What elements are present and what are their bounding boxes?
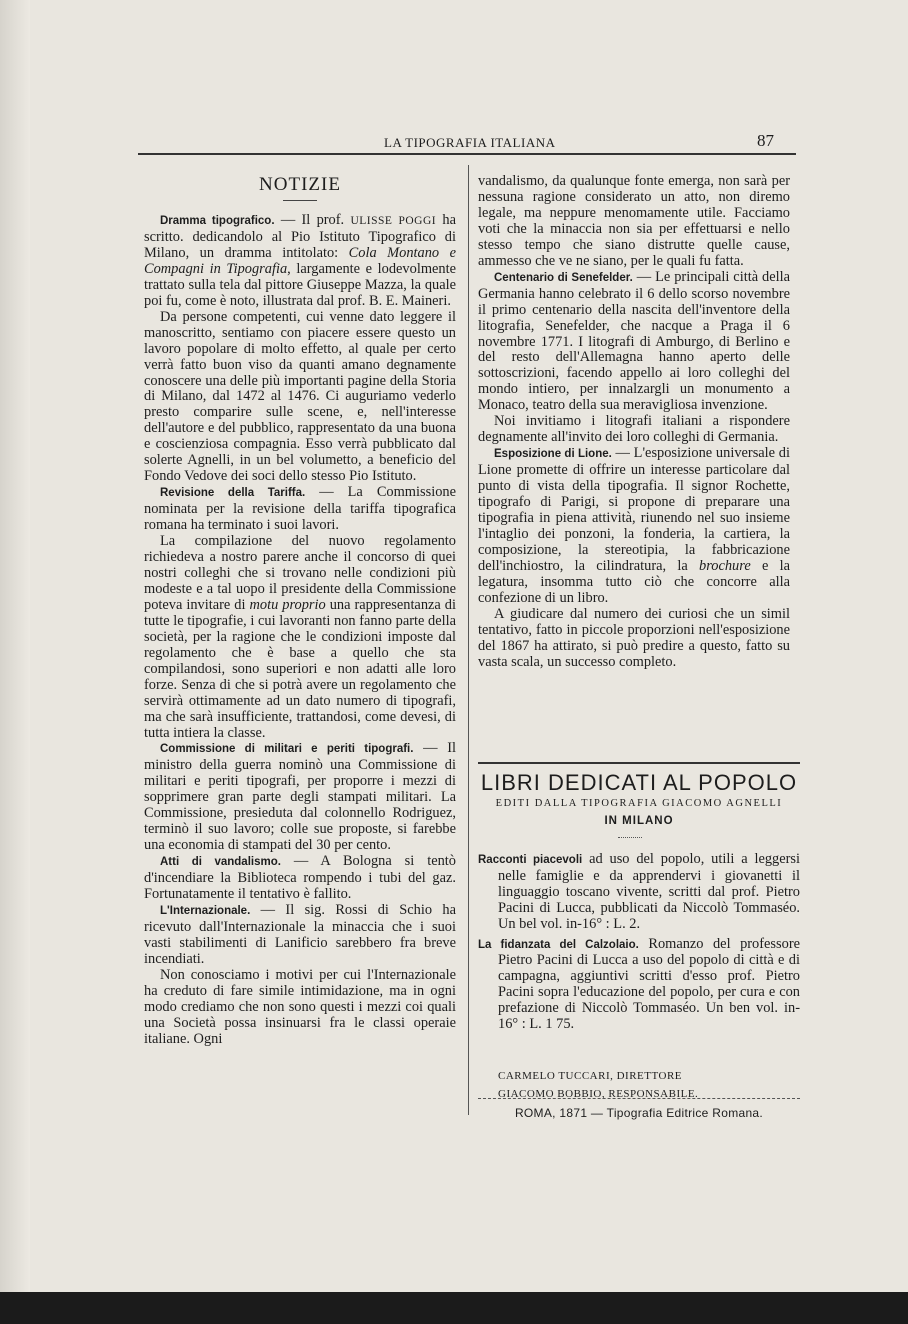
paragraph	[478, 446, 790, 607]
paragraph	[144, 485, 456, 534]
book-title: Racconti piacevoli	[478, 854, 583, 866]
credits-rule	[478, 1098, 800, 1099]
imprint: ROMA, 1871 — Tipografia Editrice Romana.	[514, 1106, 764, 1120]
paragraph-heading: Dramma tipografico.	[160, 215, 275, 227]
paragraph-text: vandalismo, da qualunque fonte emerga, non sarà per nessuna ragione considerato un atto, non diremo legale, ma neppure menomamente utile. Facciamo voti che la minaccia non sia per effettuarsi e nello stesso tempo che siano distrutte quelle cause, ammesso che ve ne siano, per le quali fu fatta.	[478, 173, 790, 269]
paragraph	[144, 310, 456, 485]
paragraph	[478, 414, 790, 446]
paragraph-heading: Revisione della Tariffa.	[160, 487, 306, 500]
paragraph	[144, 741, 456, 854]
paragraph-text: — Il ministro della guerra nominò una Commissione di militari e periti tipografi, per proporre i mezzi di sopprimere gran parte degli stampati militari. La Commissione, presieduta dal colonnello Rodriguez, terminò il suo lavoro; colle sue proposte, si farebbe una economia di stampati del 30 per cento.	[144, 740, 456, 854]
advert-subtitle: EDITI DALLA TIPOGRAFIA GIACOMO AGNELLI	[495, 798, 783, 809]
paragraph	[144, 534, 456, 741]
paragraph-text: Noi invitiamo i litografi italiani a rispondere degnamente all'invito dei loro colleghi di Germania.	[478, 413, 790, 446]
paragraph	[478, 174, 790, 270]
paragraph-heading: Centenario di Senefelder.	[494, 271, 633, 284]
paragraph-text: , largamente e lodevolmente trattato sulla tela dal pittore Giuseppe Mazza, la quale poi fu, come è noto, illustrata dal prof. B. E. Maineri.	[144, 260, 456, 309]
book-entry	[478, 852, 800, 933]
paragraph-text: Non conosciamo i motivi per cui l'Internazionale ha creduto di fare simile intimidazione, ma in ogni modo crediamo che non sono questi i mezzi coi quali una Società possa insinuarsi fra le classi operaie italiane. Ogni	[144, 966, 456, 1047]
italic-text: Cola Montano e Compagni in Tipografia	[144, 244, 456, 277]
paragraph-text: — La Commissione nominata per la revisione della tariffa tipografica romana ha terminato i suoi lavori.	[144, 484, 456, 534]
column-divider	[468, 165, 469, 1115]
paragraph	[478, 607, 790, 671]
paragraph-text: — A Bologna si tentò d'incendiare la Biblioteca rompendo i tubi del gaz. Fortunatamente il tentativo è fallito.	[144, 853, 456, 903]
paragraph-heading: Commissione di militari e periti tipografi.	[160, 743, 414, 756]
right-column	[478, 174, 790, 671]
paragraph-heading: Esposizione di Lione.	[494, 448, 612, 461]
paragraph-text: — Le principali città della Germania hanno celebrato il 6 dello scorso novembre il primo centenario della nascita dell'inventore della litografia, Senefelder, che nacque a Praga il 6 novembre 1771. I litografi di Amburgo, di Berlino e del resto dell'Allemagna hanno aperto delle sottoscrizioni, facendo appello ai loro colleghi del mondo intiero, per innalzargli un monumento a Monaco, teatro della sua meravigliosa invenzione.	[478, 268, 790, 414]
paragraph	[144, 213, 456, 310]
book-entry	[478, 937, 800, 1033]
credits-director: CARMELO TUCCARI, DIRETTORE	[498, 1070, 683, 1082]
scan-left-edge	[0, 0, 30, 1324]
paragraph-text: La compilazione del nuovo regolamento richiedeva a nostro parere anche il concorso di quei nostri colleghi che si trovano nelle condizioni più modeste e a tal uopo il presidente della Commissione poteva invitare di	[144, 533, 456, 613]
advert-rule	[478, 762, 800, 764]
page-number: 87	[757, 131, 774, 150]
paragraph	[144, 903, 456, 968]
advert-title: LIBRI DEDICATI AL POPOLO	[480, 770, 798, 795]
paragraph	[144, 968, 456, 1048]
header-rule	[138, 153, 796, 155]
italic-text: motu proprio	[249, 596, 326, 613]
ornament-divider	[618, 837, 642, 838]
paragraph-heading: Atti di vandalismo.	[160, 856, 281, 869]
book-description: Romanzo del professore Pietro Pacini di Lucca a uso del popolo di città e di campagna, aggiuntivi scritti d'esso prof. Pietro Pacini sopra l'educazione del popolo, per cura e con prefazione di Niccolò Tommaséo. Un ben vol. in-16° : L. 1 75.	[498, 935, 801, 1033]
paragraph-text: — Il sig. Rossi di Schio ha ricevuto dall'Internazionale la minaccia che i suoi vasti stabilimenti di Lanificio sarebbero fra breve incendiati.	[144, 901, 456, 967]
scan-bottom-band	[0, 1292, 908, 1324]
section-title-rule	[283, 200, 317, 201]
section-title: NOTIZIE	[259, 174, 341, 195]
book-description: ad uso del popolo, utili a leggersi nelle famiglie e da apprendervi i giovanetti il linguaggio toscano vivente, scritti dal prof. Pietro Pacini di Lucca, pubblicati da Niccolò Tommaséo. Un bel vol. in-16° : L. 2.	[498, 851, 800, 932]
credits-responsible: GIACOMO BOBBIO, RESPONSABILE.	[498, 1088, 699, 1100]
book-title: La fidanzata del Calzolaio.	[478, 938, 639, 951]
paragraph	[478, 270, 790, 415]
paragraph	[144, 854, 456, 903]
running-header-title: LA TIPOGRAFIA ITALIANA	[384, 135, 556, 150]
italic-text: brochure	[699, 557, 751, 574]
paragraph-text: — Il prof.	[274, 212, 351, 228]
author-name: ULISSE POGGI	[350, 215, 437, 227]
book-list	[478, 852, 800, 1037]
paragraph-text: ha scritto. dedicandolo al Pio Istituto Tipografico di Milano, un dramma intitolato:	[144, 212, 456, 261]
paragraph-text: A giudicare dal numero dei curiosi che un simil tentativo, fatto in piccole proporzioni nell'esposizione del 1867 ha attirato, si può predire a questo, fatto su vasta scala, un successo completo.	[478, 605, 790, 670]
paragraph-heading: L'Internazionale.	[160, 904, 251, 917]
advert-city: IN MILANO	[604, 815, 674, 827]
paragraph-text: Da persone competenti, cui venne dato leggere il manoscritto, sentiamo con piacere essere questo un lavoro popolare di molto effetto, al quale per certo verrà fatto buon viso da quanti amano degnamente conoscere una delle più importanti pagine della Storia di Milano, dal 1472 al 1476. Ci auguriamo vederlo presto comparire sulle scene, e, nell'interesse dell'autore e del pubblico, rappresentato da una buona e coscienziosa compagnia. Esso verrà pubblicato dal solerte Agnelli, in un bel volumetto, a beneficio del Fondo Vedove dei soci dello stesso Pio Istituto.	[144, 308, 456, 485]
left-column	[144, 213, 456, 1048]
paragraph-text: — L'esposizione universale di Lione promette di offrire un interesse particolare dal punto di vista della tipografia. Il signor Rochette, tipografo di Parigi, si propone di preparare una tipografia in piena attività, riunendo nel suo insieme l'intaglio dei ponzoni, la fonderia, la cartiera, la composizione, la stereotipia, la fabbricazione dell'inchiostro, la cilindratura, la	[478, 445, 790, 574]
paragraph-text: e la legatura, insomma tutto ciò che concorre alla confezione di un libro.	[478, 557, 790, 606]
paragraph-text: una rappresentanza di tutte le tipografie, i cui lavoranti non fanno parte della società, per la ragione che le condizioni imposte dal regolamento che è base a quello che sta compilandosi, sono superiori e non adatti alle loro forze. Senza di che si potrà avere un regolamento che servirà ottimamente ad un dato numero di tipografi, ma che sarà insufficiente, trattandosi, come devesi, di tutta intiera la classe.	[144, 596, 456, 741]
